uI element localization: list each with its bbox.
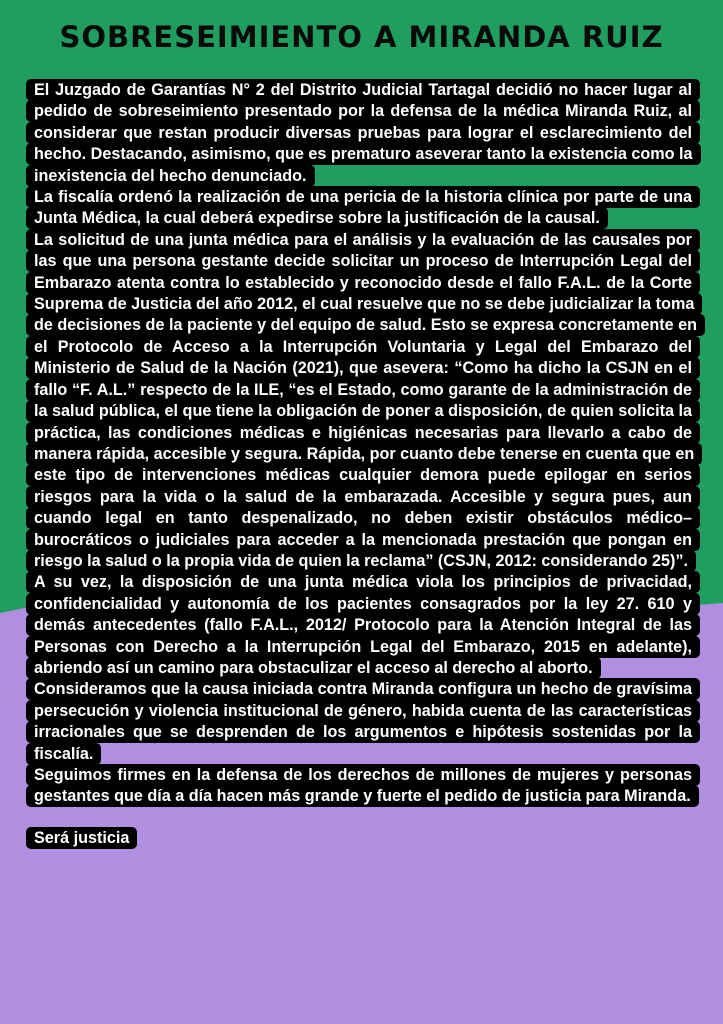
paragraph-text: La solicitud de una junta médica para el análisis y la evaluación de las causales por las que una persona gestante decide solicitar un proceso de Interrupción Legal del Embarazo atenta contra lo establecido y reconocido desde el fallo F.A.L. de la Corte Suprema de Justicia del año 2012, el cual resuelve que no se debe judicializar la toma de decisiones de la paciente y del equipo de salud. Esto se expresa concretamente en el Protocolo de Acceso a la Interrupción Voluntaria y Legal del Embarazo del Ministerio de Salud de la Nación (2021), que asevera: “Como ha dicho la CSJN en el fallo “F. A.L.” respecto de la ILE, “es el Estado, como garante de la administración de la salud pública, el que tiene la obligación de poner a disposición, de quien solicita la práctica, las condiciones médicas e higiénicas necesarias para llevarlo a cabo de manera rápida, accesible y segura. Rápida, por cuanto debe tenerse en cuenta que en este tipo de intervenciones médicas cualquier demora puede epilogar en serios riesgos para la vida o la salud de la embarazada. Accesible y segura pues, aun cuando legal en tanto despenalizado, no deben existir obstáculos médico–burocráticos o judiciales para acceder a la mencionada prestación que pongan en riesgo la salud o la propia vida de quien la reclama” (CSJN, 2012: considerando 25)”. bbox=[26, 229, 705, 572]
closing-line bbox=[26, 828, 700, 849]
paragraph-court-decision bbox=[26, 80, 700, 187]
paragraph-text: Seguimos firmes en la defensa de los derechos de millones de mujeres y personas gestantes que día a día hacen más grande y fuerte el pedido de justicia para Miranda. bbox=[26, 764, 700, 807]
paragraph-medical-board-analysis bbox=[26, 230, 700, 573]
paragraph-justice-call bbox=[26, 765, 700, 808]
paragraph-text: A su vez, la disposición de una junta médica viola los principios de privacidad, confidencialidad y autonomía de los pacientes consagrados por la ley 27. 610 y demás antecedentes (fallo F.A.L., 2012/ Protocolo para la Atención Integral de las Personas con Derecho a la Interrupción Legal del Embarazo, 2015 en adelante), abriendo así un camino para obstaculizar el acceso al derecho al aborto. bbox=[26, 571, 700, 679]
paragraph-text: Consideramos que la causa iniciada contra Miranda configura un hecho de gravísima persecución y violencia institucional de género, habida cuenta de las características irracionales que se desprenden de los argumentos e hipótesis sostenidas por la fiscalía. bbox=[26, 678, 700, 764]
page-title: SOBRESEIMIENTO A MIRANDA RUIZ bbox=[59, 20, 664, 54]
paragraph-prosecution-order bbox=[26, 187, 700, 230]
closing-text: Será justicia bbox=[26, 827, 137, 849]
paragraph-text: El Juzgado de Garantías N° 2 del Distrito Judicial Tartagal decidió no hacer lugar al pedido de sobreseimiento presentado por la defensa de la médica Miranda Ruiz, al considerar que restan producir diversas pruebas para lograr el esclarecimiento del hecho. Destacando, asimismo, que es prematuro aseverar tanto la existencia como la inexistencia del hecho denunciado. bbox=[26, 79, 701, 187]
paragraph-text: La fiscalía ordenó la realización de una pericia de la historia clínica por parte de una Junta Médica, la cual deberá expedirse sobre la justificación de la causal. bbox=[26, 186, 700, 229]
paragraph-persecution bbox=[26, 679, 700, 765]
statement-body bbox=[26, 80, 700, 849]
paragraph-privacy-violation bbox=[26, 572, 700, 679]
